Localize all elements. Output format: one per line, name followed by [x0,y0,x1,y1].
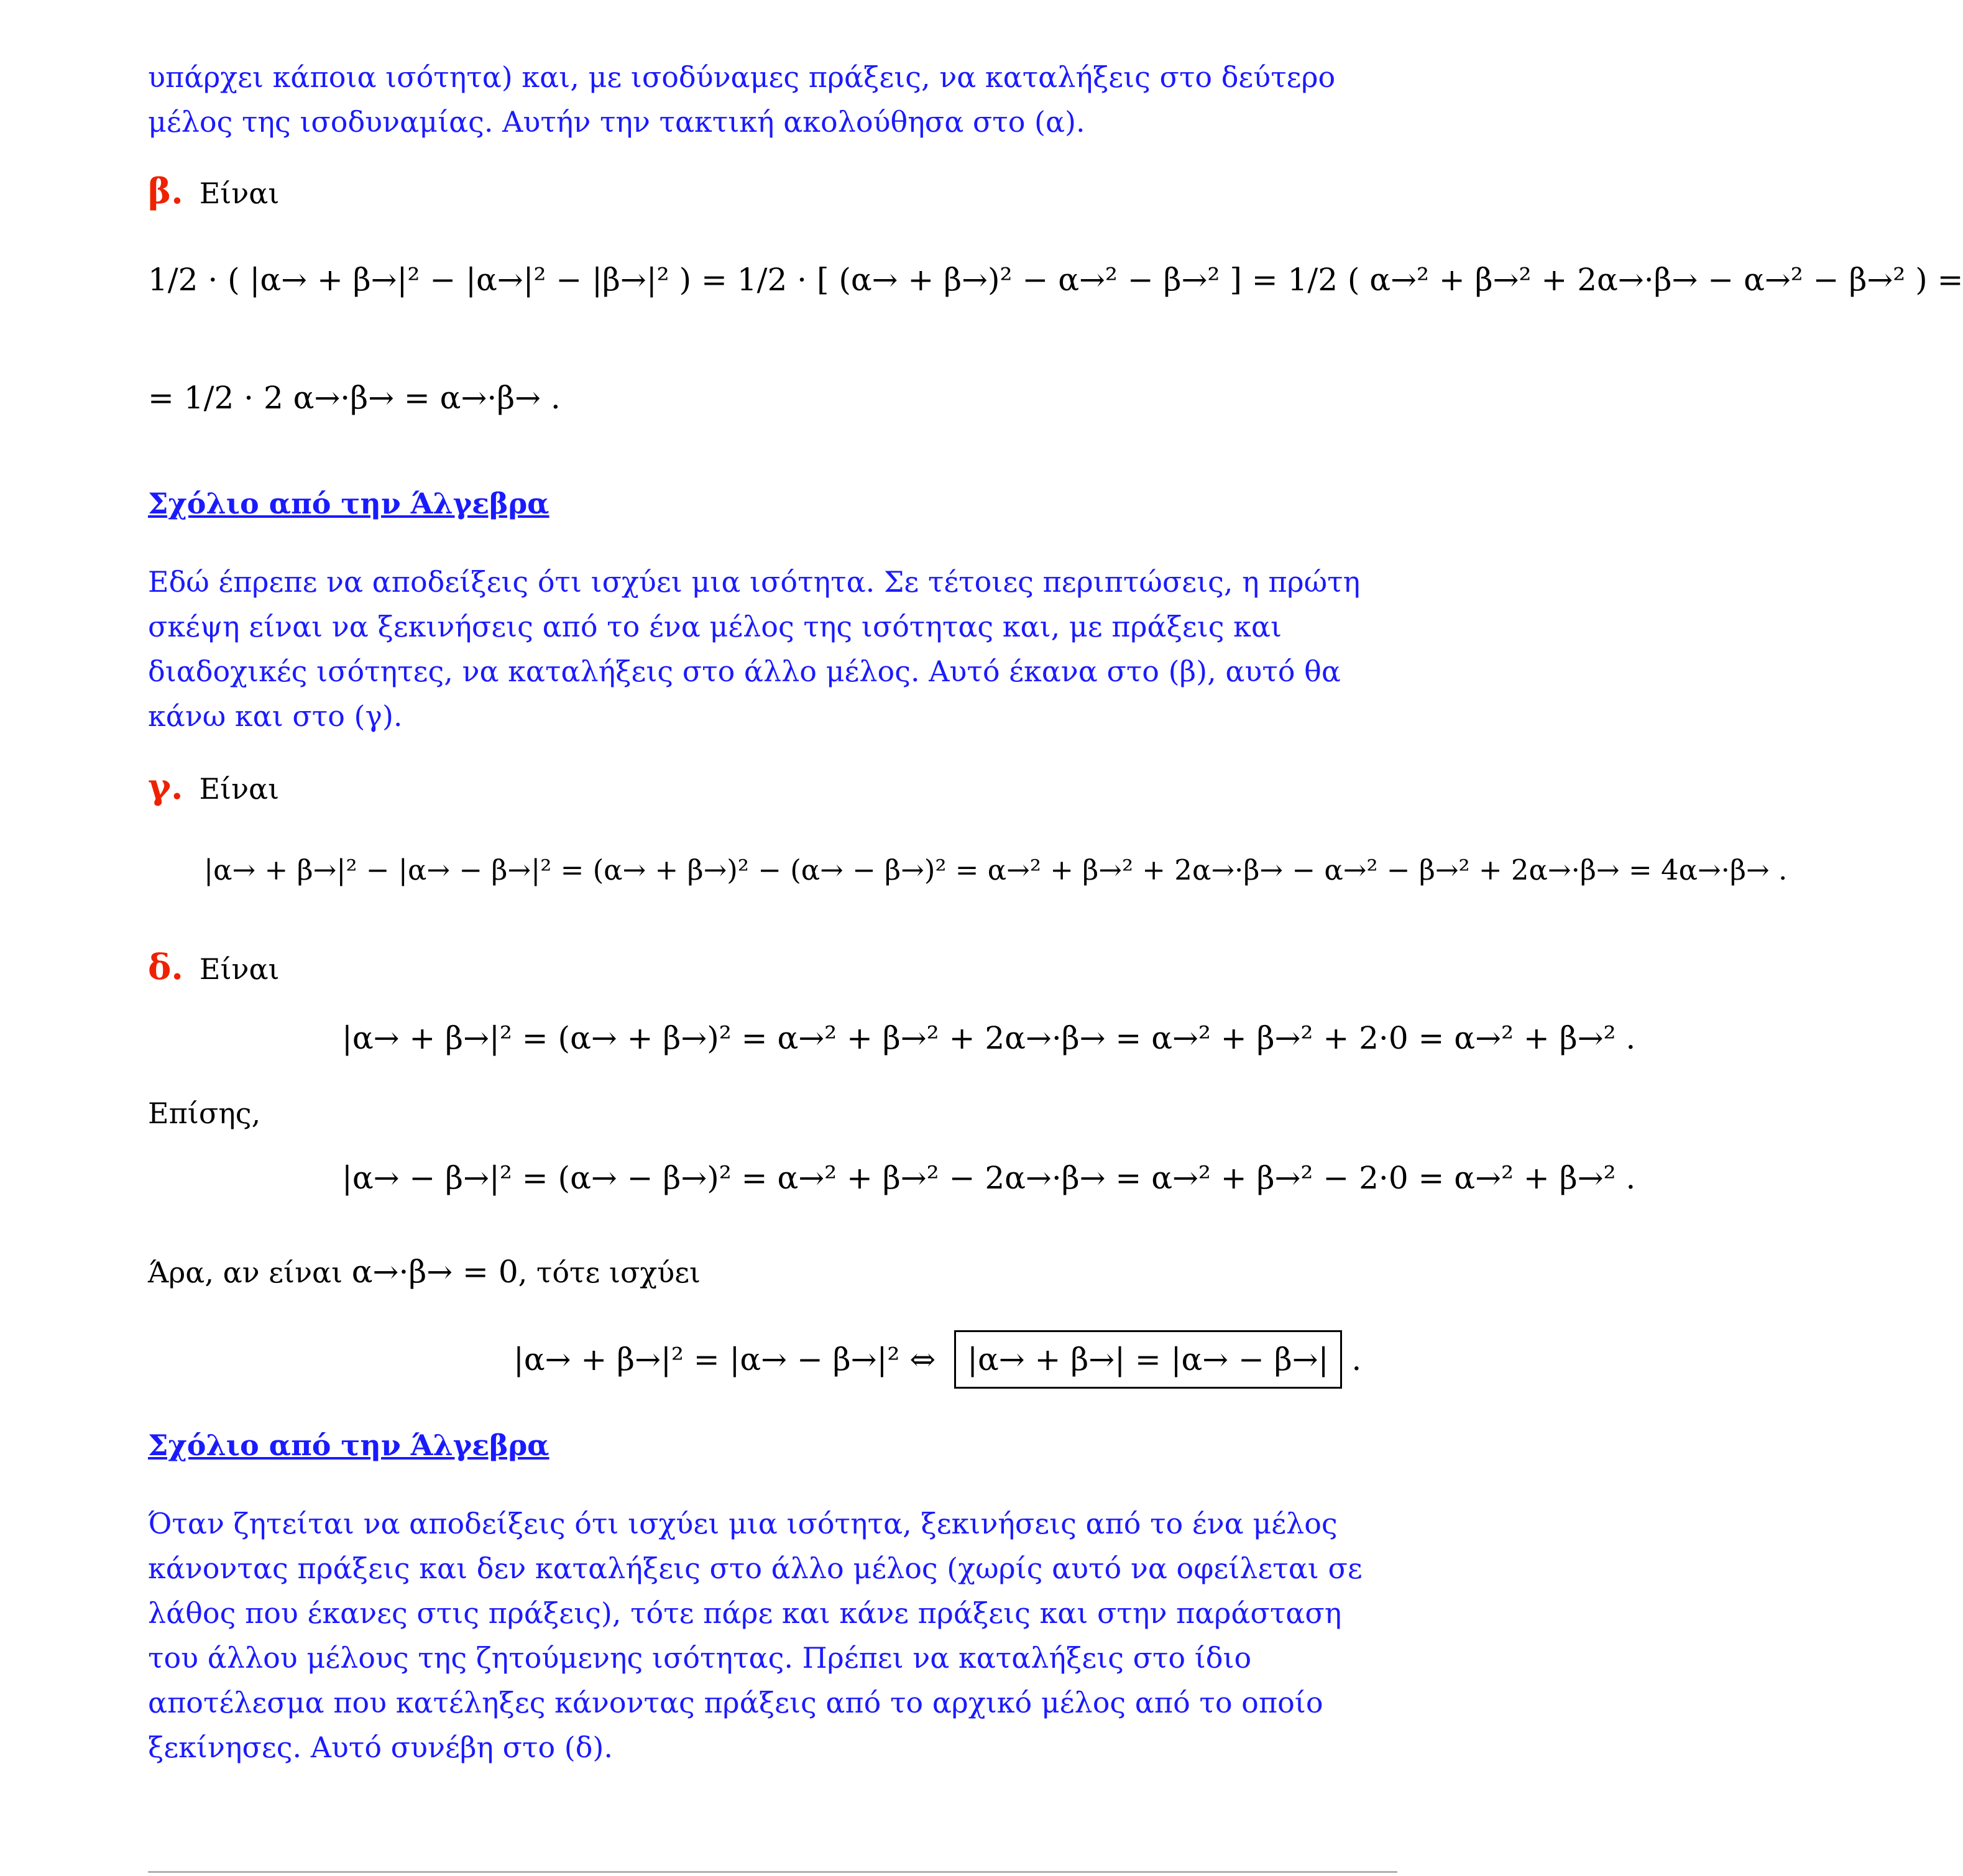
part-c-lead: Είναι [199,772,280,806]
part-b-lead: Είναι [199,177,280,210]
part-c-label: γ. [148,766,183,807]
footer-rule [148,1871,1397,1873]
part-d-heading [148,945,280,991]
part-b-equation-line2: = 1/2 · 2 α→·β→ = α→·β→ . [148,380,561,416]
final-end: . [1351,1341,1362,1377]
comment1-text: Εδώ έπρεπε να αποδείξεις ότι ισχύει μια ισότητα. Σε τέτοιες περιπτώσεις, η πρώτη σκέψη είναι να ξεκινήσεις από το ένα μέλος της ισότητας και, με πράξεις και διαδοχικές ισότητες, να καταλήξεις στο άλλο μέλος. Αυτό έκανα στο (β), αυτό θα κάνω και στο (γ). [148,565,1361,733]
part-d-therefore [148,1249,701,1295]
final-boxed-result: |α→ + β→| = |α→ − β→| [954,1330,1341,1389]
part-d-final-equation [513,1330,1361,1389]
final-left: |α→ + β→|² = |α→ − β→|² ⇔ [513,1341,936,1377]
part-d-equation1: |α→ + β→|² = (α→ + β→)² = α→² + β→² + 2α→·β→ = α→² + β→² + 2·0 = α→² + β→² . [342,1020,1636,1056]
therefore-condition: α→·β→ = 0 [351,1254,518,1290]
therefore-prefix: Άρα, αν είναι [148,1256,343,1289]
part-b-label: β. [148,171,183,212]
part-c-equation: |α→ + β→|² − |α→ − β→|² = (α→ + β→)² − (α→ − β→)² = α→² + β→² + 2α→·β→ − α→² − β→² + 2α→·β→ = 4α→·β→ . [204,853,1788,886]
part-d-also: Επίσης, [148,1097,261,1130]
comment2-text: Όταν ζητείται να αποδείξεις ότι ισχύει μια ισότητα, ξεκινήσεις από το ένα μέλος κάνοντας πράξεις και δεν καταλήξεις στο άλλο μέλος (χωρίς αυτό να οφείλεται σε λάθος που έκανες στις πράξεις), τότε πάρε και κάνε πράξεις και στην παράσταση του άλλου μέλους της ζητούμενης ισότητας. Πρέπει να καταλήξεις στο ίδιο αποτέλεσμα που κατέληξες κάνοντας πράξεις από το αρχικό μέλος από το οποίο ξεκίνησες. Αυτό συνέβη στο (δ). [148,1507,1363,1764]
intro-paragraph: υπάρχει κάποια ισότητα) και, με ισοδύναμες πράξεις, να καταλήξεις στο δεύτερο μέλος της ισοδυναμίας. Αυτήν την τακτική ακολούθησα στο (α). [148,60,1336,139]
part-d-equation2: |α→ − β→|² = (α→ − β→)² = α→² + β→² − 2α→·β→ = α→² + β→² − 2·0 = α→² + β→² . [342,1160,1636,1196]
part-b-heading [148,169,279,216]
part-d-label: δ. [148,947,183,988]
comment1-title: Σχόλιο από την Άλγεβρα [148,487,549,520]
part-c-heading [148,765,279,811]
part-d-lead: Είναι [199,952,280,986]
part-b-equation-line1: 1/2 · ( |α→ + β→|² − |α→|² − |β→|² ) = 1/2 · [ (α→ + β→)² − α→² − β→² ] = 1/2 ( α→² + β→² + 2α→·β→ − α→² − β→² ) = [148,262,1963,298]
therefore-suffix: , τότε ισχύει [518,1256,701,1289]
comment2-title: Σχόλιο από την Άλγεβρα [148,1428,549,1462]
